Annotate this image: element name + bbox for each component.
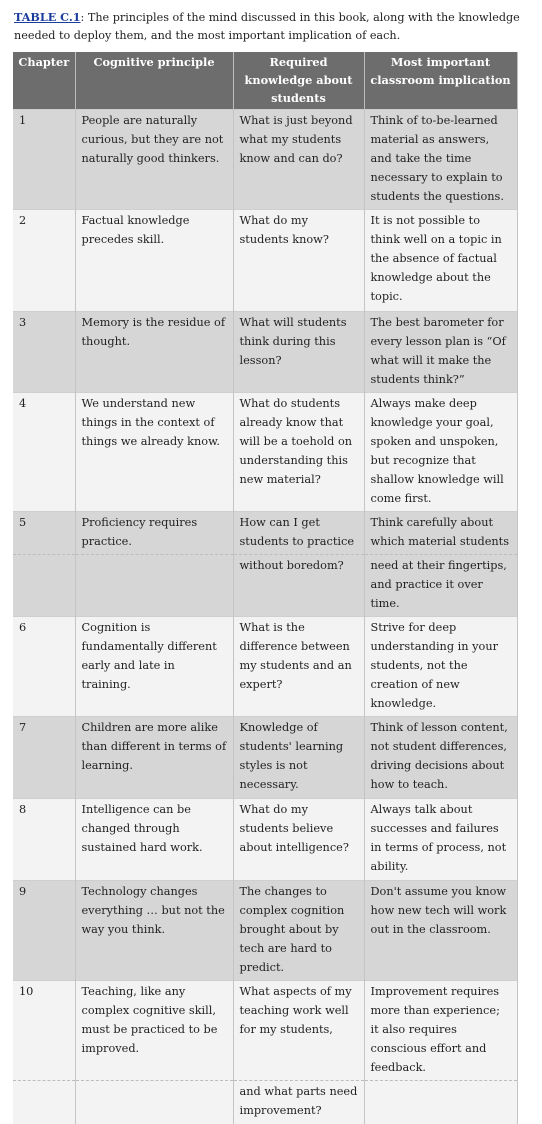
principle-cell: Teaching, like any complex cognitive skill, must be practiced to be improved. [75, 981, 233, 1081]
principle-cell: Intelligence can be changed through sustained hard work. [75, 799, 233, 881]
header-chapter: Chapter [13, 52, 75, 110]
knowledge-cell: What aspects of my teaching work well for my students, [233, 981, 364, 1081]
chapter-cell: 4 [13, 393, 75, 512]
chapter-cell [13, 1081, 75, 1124]
header-required-knowledge: Required knowledge about students [233, 52, 364, 110]
principle-cell: Factual knowledge precedes skill. [75, 210, 233, 312]
table-row [13, 210, 517, 312]
chapter-cell: 9 [13, 881, 75, 981]
knowledge-cell: How can I get students to practice [233, 512, 364, 555]
principle-cell: Proficiency requires practice. [75, 512, 233, 555]
principles-table [13, 52, 518, 1124]
table-row [13, 617, 517, 717]
table-row [13, 555, 517, 617]
knowledge-cell: What do students already know that will be a toehold on understanding this new material? [233, 393, 364, 512]
knowledge-cell: What will students think during this lesson? [233, 312, 364, 393]
table-row [13, 981, 517, 1081]
knowledge-cell: and what parts need improvement? [233, 1081, 364, 1124]
chapter-cell: 7 [13, 717, 75, 799]
principle-cell: Cognition is fundamentally different early and late in training. [75, 617, 233, 717]
table-row [13, 110, 517, 210]
implication-cell: It is not possible to think well on a topic in the absence of factual knowledge about the topic. [364, 210, 517, 312]
principle-cell [75, 1081, 233, 1124]
table-row [13, 717, 517, 799]
chapter-cell: 8 [13, 799, 75, 881]
implication-cell: Always talk about successes and failures in terms of process, not ability. [364, 799, 517, 881]
implication-cell: Don't assume you know how new tech will work out in the classroom. [364, 881, 517, 981]
knowledge-cell: What do my students believe about intelligence? [233, 799, 364, 881]
knowledge-cell: What is the difference between my students and an expert? [233, 617, 364, 717]
implication-cell: Always make deep knowledge your goal, spoken and unspoken, but recognize that shallow knowledge will come first. [364, 393, 517, 512]
implication-cell [364, 1081, 517, 1124]
chapter-cell: 5 [13, 512, 75, 555]
chapter-cell: 6 [13, 617, 75, 717]
table-caption-text: : The principles of the mind discussed in this book, along with the knowledge needed to deploy them, and the most important implication of each. [14, 11, 520, 42]
implication-cell: Improvement requires more than experience; it also requires conscious effort and feedback. [364, 981, 517, 1081]
principle-cell [75, 555, 233, 617]
implication-cell: Think of lesson content, not student differences, driving decisions about how to teach. [364, 717, 517, 799]
table-header-row [13, 52, 517, 110]
table-row [13, 1081, 517, 1124]
principle-cell: Children are more alike than different in terms of learning. [75, 717, 233, 799]
chapter-cell: 10 [13, 981, 75, 1081]
knowledge-cell: without boredom? [233, 555, 364, 617]
table-row [13, 312, 517, 393]
header-classroom-implication: Most important classroom implication [364, 52, 517, 110]
implication-cell: Think of to-be-learned material as answers, and take the time necessary to explain to students the questions. [364, 110, 517, 210]
principle-cell: We understand new things in the context of things we already know. [75, 393, 233, 512]
table-row [13, 512, 517, 555]
principle-cell: Memory is the residue of thought. [75, 312, 233, 393]
table-row [13, 799, 517, 881]
chapter-cell [13, 555, 75, 617]
knowledge-cell: What is just beyond what my students know and can do? [233, 110, 364, 210]
knowledge-cell: Knowledge of students' learning styles is not necessary. [233, 717, 364, 799]
table-caption [14, 8, 530, 45]
chapter-cell: 1 [13, 110, 75, 210]
implication-cell: Think carefully about which material students [364, 512, 517, 555]
principle-cell: People are naturally curious, but they are not naturally good thinkers. [75, 110, 233, 210]
implication-cell: need at their fingertips, and practice it over time. [364, 555, 517, 617]
table-caption-label[interactable]: TABLE C.1 [14, 10, 81, 24]
table-row [13, 393, 517, 512]
knowledge-cell: The changes to complex cognition brought about by tech are hard to predict. [233, 881, 364, 981]
chapter-cell: 3 [13, 312, 75, 393]
knowledge-cell: What do my students know? [233, 210, 364, 312]
principle-cell: Technology changes everything … but not the way you think. [75, 881, 233, 981]
chapter-cell: 2 [13, 210, 75, 312]
implication-cell: The best barometer for every lesson plan is “Of what will it make the students think?” [364, 312, 517, 393]
header-cognitive-principle: Cognitive principle [75, 52, 233, 110]
table-row [13, 881, 517, 981]
implication-cell: Strive for deep understanding in your students, not the creation of new knowledge. [364, 617, 517, 717]
